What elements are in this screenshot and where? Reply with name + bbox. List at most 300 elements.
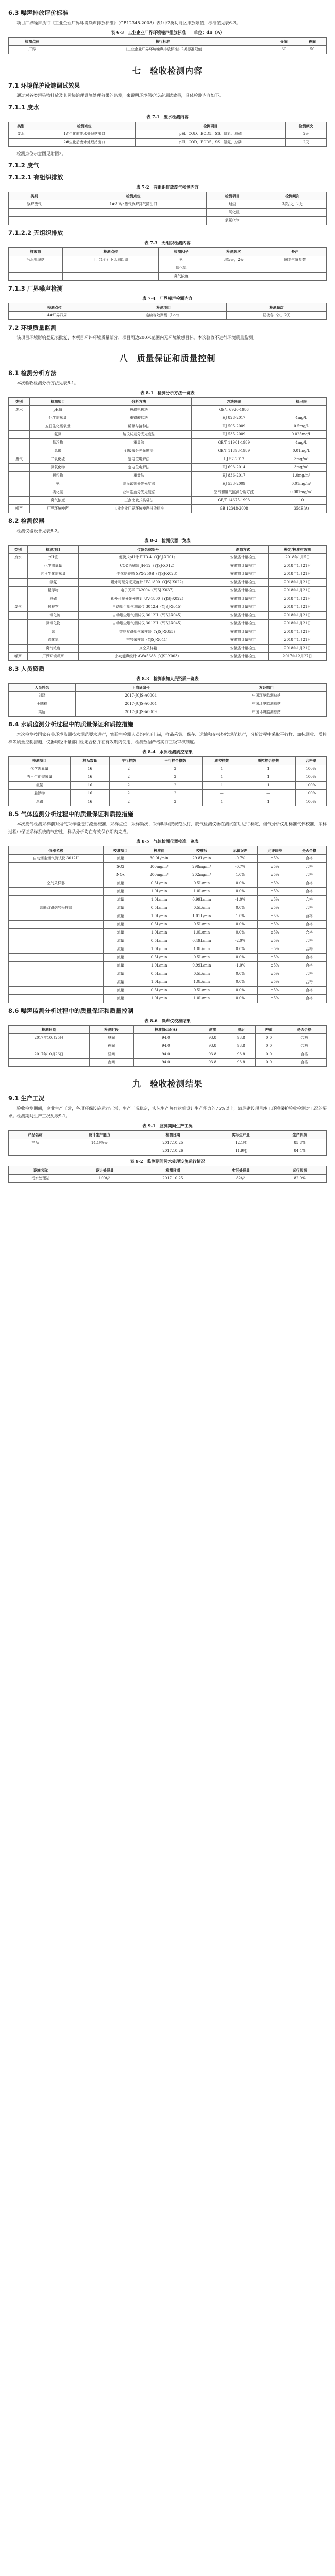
table-cell: 1.0L/min xyxy=(138,945,180,954)
table-cell: 氨 xyxy=(159,256,204,264)
table-row xyxy=(9,406,327,414)
table-row xyxy=(9,414,327,422)
table-cell: 2017年10月25日 xyxy=(9,1034,90,1042)
table-7-4-caption: 表 7-4 厂界噪声检测内容 xyxy=(142,296,193,301)
table-cell xyxy=(9,995,104,1003)
table-cell: 1.0L/min xyxy=(138,995,180,1003)
table-cell: 0.5L/min xyxy=(180,987,223,995)
table-cell: 化学需氧量 xyxy=(30,414,86,422)
table-row xyxy=(9,692,327,700)
table-row xyxy=(9,896,327,904)
table-header-cell: 是否合格 xyxy=(292,846,327,855)
table-cell: 2018年1月21日 xyxy=(269,579,327,587)
table-cell: 0.99L/min xyxy=(180,962,223,970)
table-cell: 14.1吨/天 xyxy=(62,1139,137,1147)
section-heading-8-5: 8.5 气体监测分析过程中的质量保证和质控措施 xyxy=(8,810,133,818)
table-cell: 0.01mg/L xyxy=(276,447,327,455)
table-cell: 2017-JCJS-A0009 xyxy=(75,708,206,717)
table-cell: ±5% xyxy=(258,912,292,921)
table-cell: 2 xyxy=(148,773,202,782)
table-cell: 93.8 xyxy=(198,1042,227,1050)
table-header-cell: 仪器名称型号 xyxy=(79,546,217,554)
table-cell: 臭气浓度 xyxy=(159,273,204,281)
table-cell: — xyxy=(203,790,241,798)
table-cell: 200mg/m³ xyxy=(138,871,180,879)
table-header-cell: 差值 xyxy=(256,1026,282,1034)
table-cell: 噪声 xyxy=(9,505,30,513)
table-cell: 2 xyxy=(109,773,148,782)
table-cell: 总磷 xyxy=(28,595,79,603)
section-8-5-paragraph: 本次废气检测采样前对烟气采样器进行流量校准，采样点位、采样频次、采样时间按规范执行，废气检测仪器在测试前后进行标定，烟气分析仪用标准气体校准，采样过程中保证采样系统的气密性，样品分析均在有效保存期内完成。 xyxy=(8,821,327,834)
table-cell xyxy=(9,480,30,488)
table-row xyxy=(9,636,327,645)
table-row xyxy=(9,554,327,562)
table-header-cell: 检出限 xyxy=(276,398,327,406)
table-cell: 93.8 xyxy=(227,1034,256,1042)
table-header-cell: 检测频次 xyxy=(204,248,263,256)
table-cell: 电子天平 FA2004（YJSJ-X037） xyxy=(79,587,217,595)
table-cell: 重量法 xyxy=(86,472,192,480)
table-cell: 安徽省计量检定 xyxy=(217,554,269,562)
table-cell: 重铬酸盐法 xyxy=(86,414,192,422)
table-cell: 94.0 xyxy=(133,1034,198,1042)
table-cell: 悬浮物 xyxy=(9,790,71,798)
table-cell: 流量 xyxy=(103,970,138,978)
table-row xyxy=(9,422,327,431)
table-cell xyxy=(9,472,30,480)
table-row xyxy=(9,217,327,225)
table-cell: pH值 xyxy=(28,554,79,562)
table-header-cell: 人员姓名 xyxy=(9,684,76,692)
table-7-1 xyxy=(8,122,327,147)
table-cell: ±5% xyxy=(258,945,292,954)
table-row xyxy=(9,139,327,147)
table-cell: -2.0% xyxy=(223,937,258,945)
table-cell: 流量 xyxy=(103,987,138,995)
table-cell: 1.0L/min xyxy=(138,888,180,896)
table-cell: 连续等效声级（Leq） xyxy=(100,312,227,320)
table-cell: 2018年1月21日 xyxy=(269,636,327,645)
table-cell: 亚甲基蓝分光光度法 xyxy=(86,488,192,497)
table-9-1 xyxy=(8,1130,327,1156)
table-cell: 臭气浓度 xyxy=(28,645,79,653)
table-cell xyxy=(9,945,104,954)
table-cell: ±5% xyxy=(258,879,292,888)
table-row xyxy=(9,708,327,717)
table-cell xyxy=(9,888,104,896)
table-row xyxy=(9,790,327,798)
table-cell: 三点比较式臭袋法 xyxy=(86,497,192,505)
table-header-cell: 检测项目 xyxy=(28,546,79,554)
table-cell: 合格 xyxy=(292,871,327,879)
table-cell: 王鹏程 xyxy=(9,700,76,708)
table-cell: 85.8% xyxy=(273,1139,327,1147)
table-cell: 五日生化需氧量 xyxy=(30,422,86,431)
table-cell: 流量 xyxy=(103,954,138,962)
table-row xyxy=(9,904,327,912)
table-row xyxy=(9,798,327,806)
section-heading-8-2: 8.2 检测仪器 xyxy=(8,517,45,524)
table-cell: 2018年1月21日 xyxy=(269,620,327,628)
section-heading-7-2: 7.2 环境质量监测 xyxy=(8,324,57,331)
table-8-5-caption: 表 8-5 气体检测仪器校准一览表 xyxy=(136,839,199,844)
table-cell: 300mg/m³ xyxy=(138,863,180,871)
table-cell: 厂界 xyxy=(9,46,56,54)
table-cell: 钼酸铵分光光度法 xyxy=(86,447,192,455)
table-cell: 2018年1月21日 xyxy=(269,587,327,595)
table-header-row xyxy=(9,1166,327,1175)
table-cell: 93.8 xyxy=(198,1050,227,1059)
section-heading-7-1-2-2: 7.1.2.2 无组织排放 xyxy=(8,229,63,236)
table-cell: 202mg/m³ xyxy=(180,871,223,879)
table-cell: 多功能声级计 AWA5688（YJSJ-X003） xyxy=(79,653,217,661)
table-cell: 安徽省计量检定 xyxy=(217,653,269,661)
table-cell: 0.5L/min xyxy=(180,904,223,912)
table-cell: 合格 xyxy=(292,863,327,871)
table-header-cell: 检测日期 xyxy=(9,1026,90,1034)
table-cell: 1.0L/min xyxy=(180,945,223,954)
table-cell: 厂界环境噪声 xyxy=(30,505,86,513)
table-cell: 0.0% xyxy=(223,921,258,929)
table-cell xyxy=(9,587,28,595)
table-cell: 氮氧化物 xyxy=(30,464,86,472)
table-cell: 0.99L/min xyxy=(180,896,223,904)
table-cell xyxy=(9,422,30,431)
table-cell: 昼间 xyxy=(89,1050,133,1059)
table-cell: 氮氧化物 xyxy=(28,620,79,628)
table-cell: 2018年1月21日 xyxy=(269,595,327,603)
table-6-3-caption: 表 6-3 工业企业厂界环境噪声排放标准 单位：dB（A） xyxy=(111,30,224,35)
table-cell: 100% xyxy=(295,790,326,798)
table-header-cell: 设计处理量 xyxy=(73,1166,137,1175)
table-cell: 智能双路烟气采样器 xyxy=(9,904,104,912)
table-cell: ±5% xyxy=(258,937,292,945)
table-cell: HJ 828-2017 xyxy=(192,414,276,422)
table-cell: 2017年12月27日 xyxy=(269,653,327,661)
table-cell: 0.0 xyxy=(256,1059,282,1067)
table-cell: ±5% xyxy=(258,954,292,962)
table-row xyxy=(9,1050,327,1059)
table-7-3-caption: 表 7-3 无组织检测内容 xyxy=(144,240,191,245)
table-header-cell: 备注 xyxy=(263,248,327,256)
table-cell: 安徽省计量检定 xyxy=(217,645,269,653)
table-cell: 1 xyxy=(203,765,241,773)
table-cell: 2017年10月26日 xyxy=(9,1050,90,1059)
table-cell: 紫外可见分光光度计 UV-1800（YJSJ-X022） xyxy=(79,579,217,587)
table-cell: 0.0% xyxy=(223,954,258,962)
table-row xyxy=(9,765,327,773)
table-cell: 合格 xyxy=(292,879,327,888)
table-cell xyxy=(9,273,63,281)
table-row xyxy=(9,455,327,464)
table-9-1-caption: 表 9-1 监测期间生产工况 xyxy=(142,1123,193,1128)
table-cell xyxy=(9,871,104,879)
table-cell: 合格 xyxy=(292,904,327,912)
section-6-3-paragraph: 项目厂界噪声执行《工业企业厂界环境噪声排放标准》（GB12348-2008）表1中2类功能区排放限值，标准值见表6-3。 xyxy=(16,20,241,25)
table-cell: HJ 57-2017 xyxy=(192,455,276,464)
table-header-cell: 测前 xyxy=(198,1026,227,1034)
table-cell: 硫化氢 xyxy=(30,488,86,497)
section-heading-6-3: 6.3 噪声排放评价标准 xyxy=(8,9,69,16)
table-header-cell: 检测点位 xyxy=(33,122,136,130)
table-cell: 0.0% xyxy=(223,904,258,912)
table-cell: -1.0% xyxy=(223,962,258,970)
table-cell: pH、COD、BOD5、SS、氨氮、总磷 xyxy=(136,130,286,139)
table-cell: 3mg/m³ xyxy=(276,455,327,464)
table-cell: 1.0L/min xyxy=(138,929,180,937)
table-row xyxy=(9,987,327,995)
table-cell: 60 xyxy=(270,46,298,54)
table-8-3 xyxy=(8,683,327,717)
table-cell xyxy=(63,273,159,281)
table-cell: 2017.10.25 xyxy=(137,1139,209,1147)
table-cell: 自动烟尘烟气测试仪 3012H（YJSJ-X045） xyxy=(79,612,217,620)
table-row xyxy=(9,888,327,896)
table-cell: 12.1吨 xyxy=(209,1139,273,1147)
table-cell xyxy=(263,273,327,281)
table-cell: 流量 xyxy=(103,921,138,929)
table-cell: 流量 xyxy=(103,929,138,937)
table-cell: 100% xyxy=(295,765,326,773)
table-cell xyxy=(9,217,60,225)
table-header-cell: 类别 xyxy=(9,398,30,406)
table-cell: 稀释与接种法 xyxy=(86,422,192,431)
section-heading-8-6: 8.6 噪声监测分析过程中的质量保证和质量控制 xyxy=(8,1007,133,1014)
table-cell: 0.5L/min xyxy=(180,970,223,978)
table-cell: 0.0% xyxy=(223,970,258,978)
table-cell: 流量 xyxy=(103,888,138,896)
table-row xyxy=(9,595,327,603)
table-cell: 0.49L/min xyxy=(180,937,223,945)
table-row xyxy=(9,447,327,455)
table-cell: HJ 693-2014 xyxy=(192,464,276,472)
table-header-cell: 夜间 xyxy=(298,38,326,46)
table-cell: 生化培养箱 SPX-250B（YJSJ-X023） xyxy=(79,570,217,579)
table-header-cell: 校准后 xyxy=(180,846,223,855)
chapter-7-title: 七 验收检测内容 xyxy=(132,66,203,76)
table-cell: 2 xyxy=(109,798,148,806)
table-header-row xyxy=(9,248,327,256)
table-cell: 合格 xyxy=(292,954,327,962)
table-row xyxy=(9,620,327,628)
table-row xyxy=(9,264,327,273)
table-cell: 2018年1月21日 xyxy=(269,603,327,612)
table-cell: 流量 xyxy=(103,978,138,987)
table-7-2-caption: 表 7-2 有组织排放废气检测内容 xyxy=(136,184,199,190)
table-row xyxy=(9,700,327,708)
table-row xyxy=(9,312,327,320)
table-cell: 产品 xyxy=(9,1139,62,1147)
table-header-row xyxy=(9,303,327,312)
table-row xyxy=(9,431,327,439)
table-header-row xyxy=(9,398,327,406)
table-cell xyxy=(9,612,28,620)
table-row xyxy=(9,464,327,472)
table-cell: 1 xyxy=(203,773,241,782)
table-cell: 100% xyxy=(295,782,326,790)
table-cell: 总磷 xyxy=(30,447,86,455)
table-cell xyxy=(9,921,104,929)
table-8-5 xyxy=(8,846,327,1003)
table-cell: 氮氧化物 xyxy=(206,217,258,225)
table-cell: 84.4% xyxy=(273,1147,327,1156)
table-cell: 0.001mg/m³ xyxy=(276,488,327,497)
table-cell: 安徽省计量检定 xyxy=(217,603,269,612)
table-cell: 合格 xyxy=(292,921,327,929)
table-cell: 1 xyxy=(203,782,241,790)
table-cell: 噪声 xyxy=(9,653,28,661)
table-cell: 合格 xyxy=(292,962,327,970)
table-8-1-caption: 表 8-1 检测分析方法一览表 xyxy=(140,390,195,395)
table-cell xyxy=(9,447,30,455)
table-row xyxy=(9,200,327,209)
table-cell: 2#生化后废水处理站出口 xyxy=(33,139,136,147)
table-cell: 总磷 xyxy=(9,798,71,806)
table-cell: ±5% xyxy=(258,871,292,879)
table-cell: 1.0L/min xyxy=(138,962,180,970)
table-header-row xyxy=(9,122,327,130)
table-cell: 合格 xyxy=(282,1059,326,1067)
table-cell: 0.5L/min xyxy=(138,970,180,978)
table-row xyxy=(9,256,327,264)
table-row xyxy=(9,970,327,978)
table-cell: 安徽省计量检定 xyxy=(217,595,269,603)
table-row xyxy=(9,1059,327,1067)
table-cell: 16 xyxy=(71,790,109,798)
table-cell: 昼夜各一次，2天 xyxy=(227,312,327,320)
table-cell: 便携式pH计 PHB-4（YJSJ-X001） xyxy=(79,554,217,562)
table-cell xyxy=(9,628,28,636)
table-cell: 1.0L/min xyxy=(138,896,180,904)
table-cell: 合格 xyxy=(282,1050,326,1059)
table-8-4-caption: 表 8-4 水质检测质控结果 xyxy=(142,749,193,754)
table-cell: 298mg/m³ xyxy=(180,863,223,871)
table-cell: GB/T 11901-1989 xyxy=(192,439,276,447)
table-row xyxy=(9,921,327,929)
table-row xyxy=(9,954,327,962)
table-header-cell: 类别 xyxy=(9,192,60,200)
table-cell xyxy=(9,209,60,217)
table-header-cell: 上岗证编号 xyxy=(75,684,206,692)
table-cell: 0.0 xyxy=(256,1050,282,1059)
table-8-3-caption: 表 8-3 检测参加人员资质一览表 xyxy=(136,676,199,681)
table-cell: pH值 xyxy=(30,406,86,414)
table-header-cell: 检测频次 xyxy=(286,122,327,130)
table-cell xyxy=(9,962,104,970)
table-cell: 同步气象参数 xyxy=(263,256,327,264)
table-cell xyxy=(9,970,104,978)
table-cell: 昼间 xyxy=(89,1034,133,1042)
table-cell: 0.0 xyxy=(256,1042,282,1050)
table-cell: 10 xyxy=(276,497,327,505)
table-cell xyxy=(9,488,30,497)
table-cell: 流量 xyxy=(103,896,138,904)
table-cell xyxy=(9,929,104,937)
table-cell: HJ 836-2017 xyxy=(192,472,276,480)
table-header-row xyxy=(9,38,327,46)
table-cell: 二氧化硫 xyxy=(28,612,79,620)
table-cell xyxy=(9,1042,90,1050)
table-cell: 自动烟尘烟气测试仪 3012H（YJSJ-X045） xyxy=(79,620,217,628)
table-header-cell: 检测项目 xyxy=(100,303,227,312)
table-cell: 纳氏试剂分光光度法 xyxy=(86,431,192,439)
table-header-cell: 类别 xyxy=(9,122,34,130)
table-header-cell: 质控样数 xyxy=(203,757,241,765)
table-row xyxy=(9,1139,327,1147)
table-cell: 93.8 xyxy=(227,1050,256,1059)
table-header-cell: 检测项目 xyxy=(9,757,71,765)
table-cell: 流量 xyxy=(103,962,138,970)
table-cell: ±5% xyxy=(258,929,292,937)
table-cell: 氨氮 xyxy=(9,782,71,790)
table-cell: 0.01mg/m³ xyxy=(276,480,327,488)
table-cell: 100% xyxy=(295,773,326,782)
table-row xyxy=(9,570,327,579)
table-row xyxy=(9,439,327,447)
table-row xyxy=(9,480,327,488)
table-cell: 2 xyxy=(109,782,148,790)
table-cell: 0.5L/min xyxy=(138,937,180,945)
table-header-cell: 检定/校准有效期 xyxy=(269,546,327,554)
table-row xyxy=(9,945,327,954)
table-header-cell: 检测点位 xyxy=(63,248,159,256)
table-cell: — xyxy=(241,790,295,798)
table-cell: 硫化氢 xyxy=(159,264,204,273)
table-cell: 合格 xyxy=(292,888,327,896)
table-cell xyxy=(9,987,104,995)
table-cell: 夜间 xyxy=(89,1059,133,1067)
section-heading-8-4: 8.4 水质监测分析过程中的质量保证和质控措施 xyxy=(8,721,133,728)
table-cell: 4mg/L xyxy=(276,439,327,447)
section-7-1-paragraph: 通过对各类污染物排放及其污染治理设施处理效果的监测，来说明环境保护设施调试效果，具体检测内容如下。 xyxy=(16,93,224,98)
table-cell: 1.0mg/m³ xyxy=(276,472,327,480)
table-cell: 化学需氧量 xyxy=(9,765,71,773)
table-cell: 1.0% xyxy=(223,912,258,921)
table-header-cell: 昼间 xyxy=(270,38,298,46)
table-row xyxy=(9,505,327,513)
table-cell: 11.9吨 xyxy=(209,1147,273,1156)
table-6-3 xyxy=(8,37,327,54)
table-cell: 紫外可见分光光度计 UV-1800（YJSJ-X022） xyxy=(79,595,217,603)
table-row xyxy=(9,937,327,945)
section-heading-7-1-2: 7.1.2 废气 xyxy=(8,162,39,169)
table-cell xyxy=(60,209,207,217)
table-header-cell: 排放源 xyxy=(9,248,63,256)
table-header-cell: 平行样合格数 xyxy=(148,757,202,765)
table-cell: 82t/d xyxy=(209,1175,273,1183)
table-cell xyxy=(9,1059,90,1067)
table-cell: 氨氮 xyxy=(30,431,86,439)
table-cell: 中国环境监测总站 xyxy=(206,700,327,708)
table-cell: 合格 xyxy=(292,912,327,921)
table-header-cell: 质控样合格数 xyxy=(241,757,295,765)
table-cell xyxy=(9,562,28,570)
section-8-1-paragraph: 本次验收检测分析方法见表8-1。 xyxy=(16,380,79,385)
table-cell: 厂界环境噪声 xyxy=(28,653,79,661)
table-cell xyxy=(9,497,30,505)
table-cell: HJ 533-2009 xyxy=(192,480,276,488)
table-cell: 硫化氢 xyxy=(28,636,79,645)
table-header-row xyxy=(9,684,327,692)
table-cell: 颗粒物 xyxy=(28,603,79,612)
table-cell: 0.0% xyxy=(223,879,258,888)
table-cell: 0.5L/min xyxy=(138,879,180,888)
table-cell: 合格 xyxy=(292,995,327,1003)
table-row xyxy=(9,1034,327,1042)
table-cell: GB/T 11893-1989 xyxy=(192,447,276,455)
table-cell: 2 xyxy=(148,782,202,790)
table-cell xyxy=(258,217,327,225)
